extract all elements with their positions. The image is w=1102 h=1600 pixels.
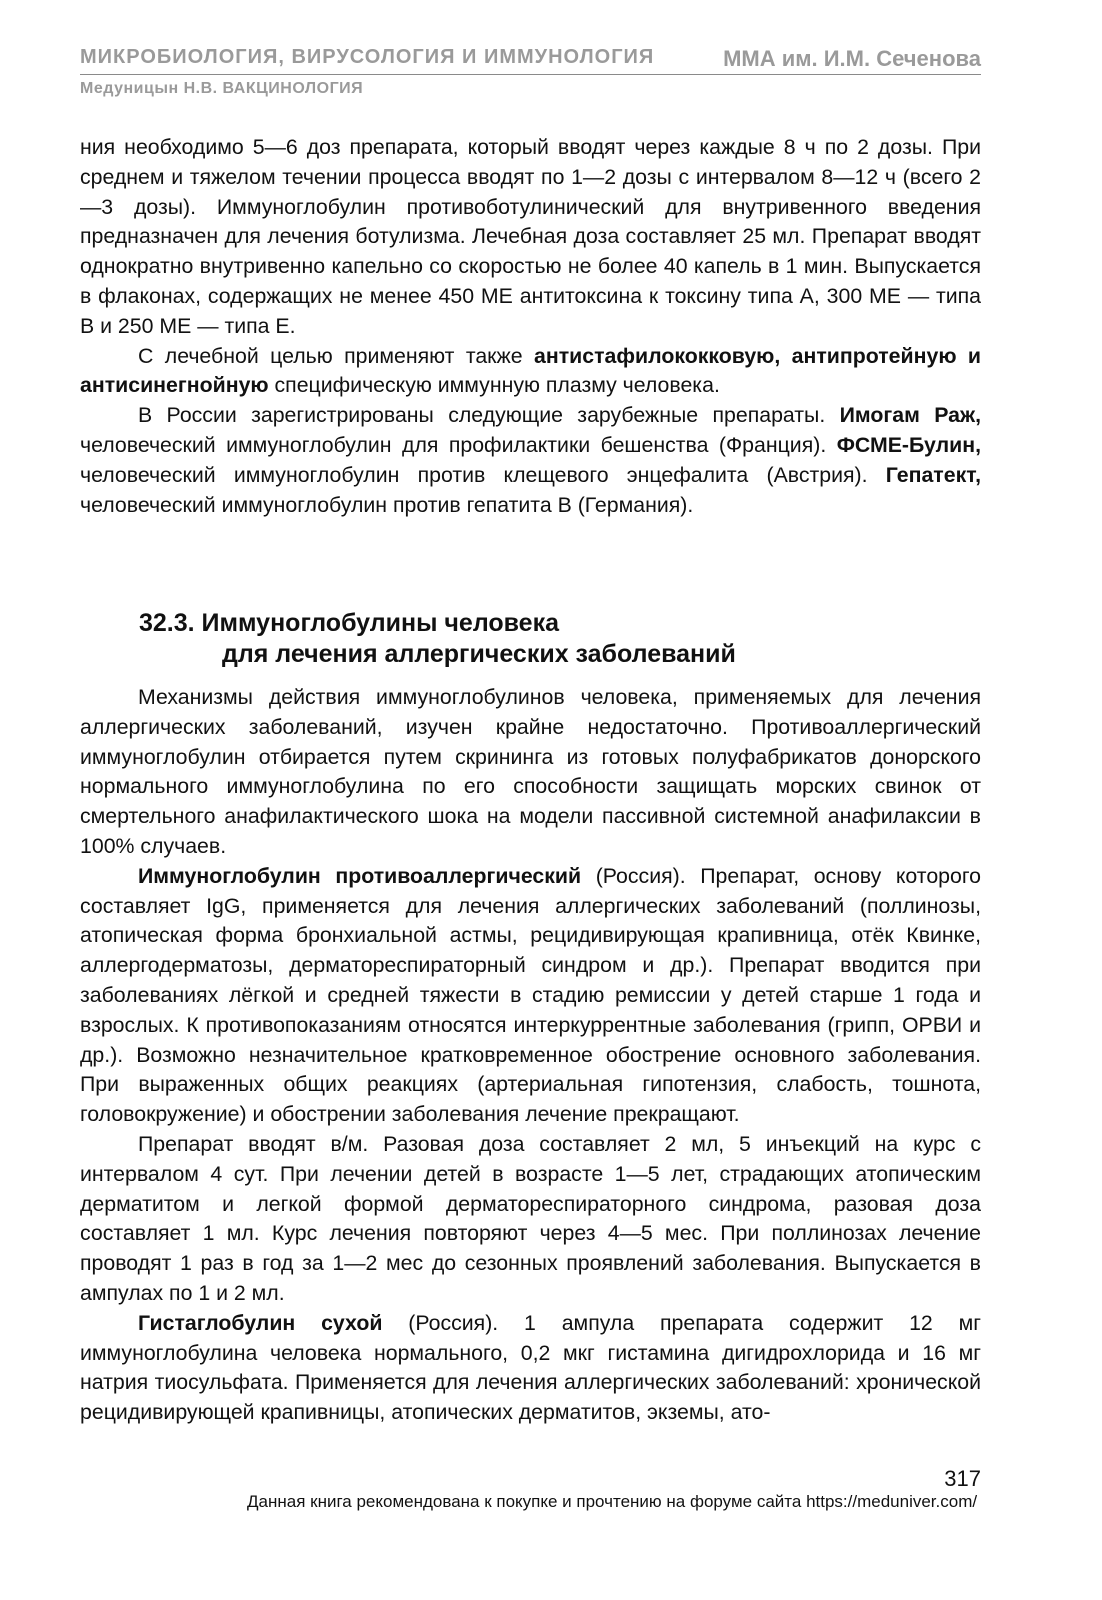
section-heading	[139, 608, 736, 670]
header-subject: МИКРОБИОЛОГИЯ, ВИРУСОЛОГИЯ И ИММУНОЛОГИЯ	[80, 46, 655, 68]
header-book-title: Медуницын Н.В. ВАКЦИНОЛОГИЯ	[80, 80, 364, 97]
lower-text	[80, 683, 981, 1428]
bold-imogam: Имогам Раж,	[839, 403, 981, 428]
paragraph-antiallergic-ig: Иммуноглобулин противоаллергический (Россия). Препарат, основу которого составляет IgG, применяется для лечения аллергических заболеваний (поллинозы, атопическая форма бронхиальной астмы, рецидивирующая крапивница, отёк Квинке, аллергодерматозы, дерматореспираторный синдром и др.). Препарат вводится при заболеваниях лёгкой и средней тяжести в стадию ремиссии у детей старше 1 года и взрослых. К противопоказаниям относятся интеркуррентные заболевания (грипп, ОРВИ и др.). Возможно незначительное кратковременное обострение основного заболевания. При выраженных общих реакциях (артериальная гипотензия, слабость, тошнота, головокружение) и обострении заболевания лечение прекращают.	[80, 863, 982, 1127]
section-heading-line-2: для лечения аллергических заболеваний	[222, 640, 736, 668]
page-number: 317	[944, 1466, 981, 1491]
bold-fsme-bulin: ФСМЕ-Булин,	[836, 432, 981, 457]
paragraph-histaglobulin: Гистаглобулин сухой (Россия). 1 ампула препарата содержит 12 мг иммуноглобулина человека нормального, 0,2 мкг гистамина дигидрохлорида и 16 мг натрия тиосульфата. Применяется для лечения аллергических заболеваний: хронической рецидивирующей крапивницы, атопических дерматитов, экземы, ато-	[80, 1310, 981, 1425]
paragraph-immune-plasma: С лечебной целью применяют также антистафилококковую, антипротейную и антисинегнойную специфическую иммунную плазму человека.	[80, 343, 982, 398]
header-institution: ММА им. И.М. Сеченова	[723, 46, 981, 71]
section-heading-line-1: 32.3. Иммуноглобулины человека	[139, 609, 559, 637]
upper-text	[80, 133, 981, 520]
bold-plasma-types: антистафилококковую, антипротейную и антисинегнойную	[80, 343, 982, 398]
paragraph-foreign-drugs: В России зарегистрированы следующие зарубежные препараты. Имогам Раж, человеческий иммуноглобулин для профилактики бешенства (Франция). ФСМЕ-Булин, человеческий иммуноглобулин против клещевого энцефалита (Австрия). Гепатект, человеческий иммуноглобулин против гепатита В (Германия).	[80, 403, 981, 517]
paragraph-botulism: ния необходимо 5—6 доз препарата, который вводят через каждые 8 ч по 2 дозы. При среднем и тяжелом течении процесса вводят по 1—2 дозы с интервалом 8—12 ч (всего 2—3 дозы). Иммуноглобулин противоботулинический для внутривенного введения предназначен для лечения ботулизма. Лечебная доза составляет 25 мл. Препарат вводят однократно внутривенно капельно со скоростью не более 40 капель в 1 мин. Выпускается в флаконах, содержащих не менее 450 МЕ антитоксина к токсину типа А, 300 МЕ — типа В и 250 МЕ — типа Е.	[80, 135, 981, 338]
bold-hepatect: Гепатект,	[885, 462, 981, 487]
footer-note: Данная книга рекомендована к покупке и прочтению на форуме сайта https://meduniver.com/	[247, 1492, 978, 1511]
running-header	[80, 44, 981, 75]
paragraph-mechanisms: Механизмы действия иммуноглобулинов человека, применяемых для лечения аллергических заболеваний, изучен крайне недостаточно. Противоаллергический иммуноглобулин отбирается путем скрининга из готовых полуфабрикатов донорского нормального иммуноглобулина по его способности защищать морских свинок от смертельного анафилактического шока на модели пассивной системной анафилаксии в 100% случаев.	[80, 685, 981, 858]
bold-histaglobulin: Гистаглобулин сухой	[138, 1310, 383, 1335]
bold-antiallergic-ig: Иммуноглобулин противоаллергический	[138, 863, 582, 888]
paragraph-dosing: Препарат вводят в/м. Разовая доза составляет 2 мл, 5 инъекций на курс с интервалом 4 сут. При лечении детей в возрасте 1—5 лет, страдающих атопическим дерматитом и легкой формой дерматореспираторного синдрома, разовая доза составляет 1 мл. Курс лечения повторяют через 4—5 мес. При поллинозах лечение проводят 1 раз в год за 1—2 мес до сезонных проявлений заболевания. Выпускается в ампулах по 1 и 2 мл.	[80, 1131, 981, 1305]
